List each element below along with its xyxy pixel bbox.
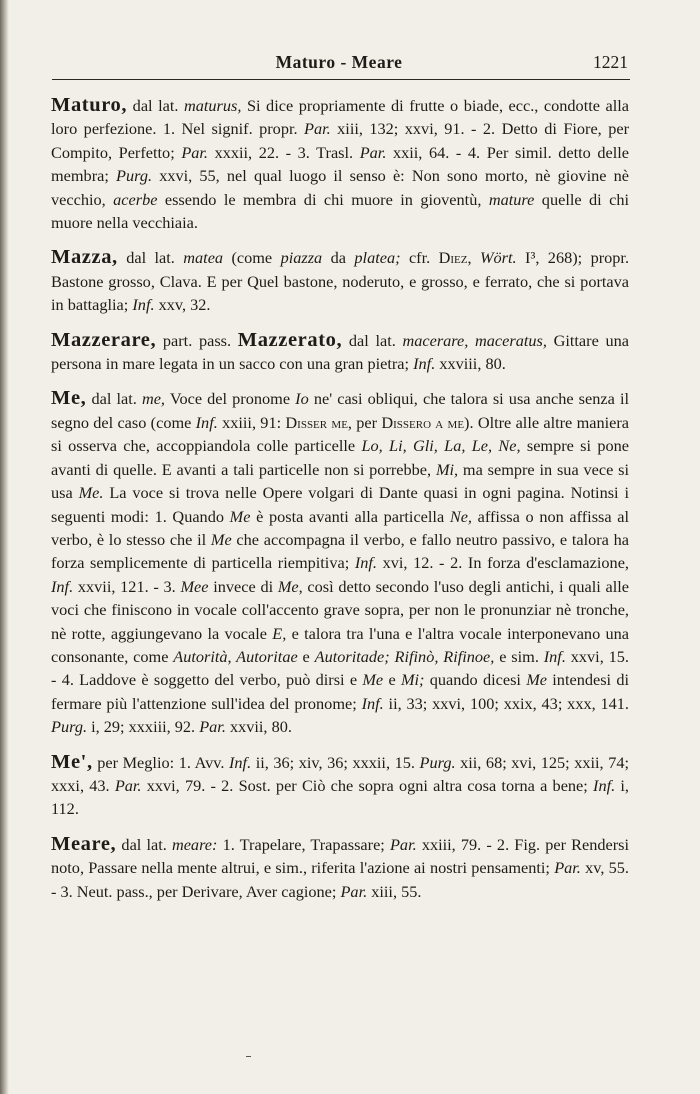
- text-run: xxvii, 121. - 3.: [73, 576, 181, 596]
- text-run: ne' casi obliqui, che talora si usa anche senza il segno del caso (come: [51, 389, 629, 432]
- italic-run: me,: [141, 389, 165, 409]
- italic-run: Purg.: [51, 717, 88, 737]
- italic-run: Par.: [389, 834, 417, 854]
- text-run: xxvi, 55, nel qual luogo il senso è: Non sono morto, nè giovine nè vecchio,: [51, 166, 629, 209]
- italic-run: Mi;: [400, 670, 425, 690]
- entry-body: [51, 832, 630, 901]
- entry-body: [51, 750, 629, 819]
- italic-run: Inf.: [51, 576, 74, 596]
- text-run: I³, 268); propr. Bastone grosso, Clava. E per Quel bastone, noderuto, e grosso, e ferrato, che si portava in battaglia;: [51, 248, 630, 315]
- italic-run: Inf.: [361, 693, 384, 713]
- smallcaps-run: Dissero a me: [381, 412, 465, 432]
- entry-mazzerare: [51, 329, 629, 376]
- entry-me: [51, 387, 629, 738]
- italic-run: Ne,: [449, 506, 472, 526]
- italic-run: acerbe: [113, 189, 158, 209]
- text-run: e: [383, 670, 401, 690]
- headword: Me',: [51, 750, 93, 773]
- text-run: sempre si pone avanti di quelle. E avanti a tali particelle non si porrebbe,: [51, 436, 629, 479]
- text-run: (come: [223, 248, 281, 268]
- italic-run: maturus,: [183, 96, 242, 115]
- italic-run: Par.: [181, 142, 208, 162]
- italic-run: macerare, maceratus,: [402, 330, 547, 350]
- dictionary-entries: [51, 94, 629, 915]
- italic-run: mature: [488, 189, 535, 209]
- running-header: [48, 52, 630, 80]
- italic-run: meare:: [171, 834, 218, 854]
- entry-maturo: [51, 94, 629, 234]
- italic-run: Par.: [340, 881, 368, 901]
- entry-meare: [51, 833, 629, 903]
- italic-run: Purg.: [419, 752, 456, 772]
- text-run: part. pass.: [162, 330, 238, 350]
- text-run: dal lat.: [342, 330, 403, 350]
- running-title: Maturo - Meare: [275, 52, 403, 72]
- text-run: intendesi di fermare più l'attenzione sull'idea del pronome;: [51, 670, 629, 713]
- text-run: xxviii, 80.: [435, 354, 506, 374]
- header-rule: [52, 79, 630, 80]
- inline-headword: Mazzerato,: [237, 328, 343, 351]
- italic-run: Inf.: [228, 752, 252, 772]
- entry-body: [51, 248, 629, 314]
- text-run: xiii, 55.: [367, 881, 422, 901]
- text-run: 1. Trapelare, Trapassare;: [217, 834, 390, 854]
- text-run: xxxii, 22. - 3. Trasl.: [208, 142, 360, 162]
- text-run: e sim.: [494, 646, 544, 666]
- entry-me-apostrophe: [51, 751, 629, 821]
- italic-run: Autoritade; Rifinò, Rifinoe,: [314, 646, 495, 666]
- text-run: xxvi, 79. - 2. Sost. per Ciò che sopra ogni altra cosa torna a bene;: [141, 775, 594, 795]
- text-run: xiii, 132; xxvi, 91. - 2. Detto di Fiore, per Compito, Perfetto;: [51, 119, 629, 162]
- italic-run: Me: [526, 670, 547, 690]
- text-run: i, 29; xxxiii, 92.: [87, 717, 200, 737]
- italic-run: Io: [295, 389, 309, 409]
- text-run: xvi, 12. - 2. In forza d'esclamazione,: [376, 553, 629, 573]
- text-run: Si dice propriamente di frutte o biade, ecc., condotte alla loro perfezione. 1. Nel signif. propr.: [51, 96, 629, 139]
- smallcaps-run: Disser me,: [285, 412, 352, 432]
- italic-run: E,: [272, 623, 287, 643]
- entry-mazza: [51, 246, 629, 316]
- text-run: Gittare una persona in mare legata in un sacco con una gran pietra;: [51, 330, 629, 374]
- text-run: ii, 36; xiv, 36; xxxii, 15.: [251, 752, 420, 772]
- text-run: xxii, 64. - 4. Per simil. detto delle membra;: [51, 142, 630, 186]
- text-run: per Meglio: 1. Avv.: [97, 752, 229, 772]
- italic-run: Me,: [277, 576, 303, 596]
- italic-run: Me: [362, 670, 384, 690]
- text-run: e: [297, 646, 315, 666]
- text-run: dal lat.: [91, 389, 142, 409]
- italic-run: Mee: [180, 576, 209, 596]
- text-run: è posta avanti alla particella: [250, 506, 450, 526]
- text-run: i, 112.: [51, 775, 629, 819]
- headword: Me,: [51, 387, 87, 410]
- headword: Maturo,: [51, 94, 128, 116]
- italic-run: Par.: [304, 119, 331, 139]
- headword: Mazza,: [51, 246, 118, 269]
- text-run: per: [351, 412, 382, 432]
- italic-run: piazza: [280, 248, 323, 268]
- text-run: La voce si trova nelle Opere volgari di Dante quasi in ogni pagina. Notinsi i seguenti modi: 1. Quando: [51, 483, 629, 526]
- text-run: xii, 68; xvi, 125; xxii, 74; xxxi, 43.: [51, 752, 629, 795]
- italic-run: Me: [229, 506, 251, 526]
- text-run: xxvii, 80.: [225, 717, 292, 737]
- text-run: che accompagna il verbo, e fallo neutro passivo, e talora ha forza semplicemente di particella riempitiva;: [51, 529, 629, 573]
- footer-mark: [246, 1056, 251, 1057]
- text-run: xxiii, 91:: [217, 412, 286, 432]
- text-run: xv, 55. - 3. Neut. pass., per Derivare, Aver cagione;: [51, 858, 629, 901]
- entry-body: [51, 389, 629, 736]
- entry-body: [51, 96, 629, 232]
- italic-run: Purg.: [116, 166, 153, 186]
- italic-run: Me: [210, 529, 232, 549]
- text-run: [472, 248, 480, 267]
- italic-run: Inf.: [132, 295, 155, 315]
- headword: Meare,: [51, 832, 117, 855]
- page-number: 1221: [593, 52, 628, 72]
- italic-run: Lo, Li, Gli, La, Le, Ne,: [361, 436, 521, 456]
- text-run: invece di: [208, 576, 278, 596]
- text-run: dal lat.: [126, 248, 184, 268]
- book-spine-shadow: [0, 0, 9, 1094]
- text-run: dal lat.: [121, 834, 172, 854]
- headword: Mazzerare,: [51, 328, 157, 351]
- italic-run: Inf.: [543, 646, 566, 666]
- italic-run: Mi,: [435, 459, 459, 479]
- italic-run: matea: [183, 248, 224, 268]
- italic-run: platea;: [354, 248, 401, 268]
- italic-run: Autorità, Autoritae: [173, 646, 298, 666]
- text-run: quelle di chi muore nella vecchiaia.: [51, 189, 630, 233]
- text-run: quando dicesi: [424, 670, 527, 690]
- italic-run: Wört.: [479, 248, 517, 268]
- text-run: Voce del pronome: [165, 389, 296, 409]
- text-run: affissa o non affissa al verbo, è lo stesso che il: [51, 506, 630, 549]
- italic-run: Par.: [359, 142, 387, 162]
- text-run: xxvi, 15. - 4. Laddove è soggetto del verbo, può dirsi e: [51, 646, 629, 690]
- text-run: ma sempre in sua vece si usa: [51, 459, 630, 503]
- text-run: così detto secondo l'uso degli antichi, i quali alle voci che finiscono in vocale coll'accento grave sopra, per non le pronunziar nè tronche, nè rotte, aggiungevano la vocale: [51, 576, 629, 643]
- text-run: xxiii, 79. - 2. Fig. per Rendersi noto, Passare nella mente altrui, e sim., riferita l'azione ai nostri pensamenti;: [51, 834, 630, 878]
- italic-run: Inf.: [593, 775, 616, 795]
- italic-run: Inf.: [354, 553, 377, 573]
- text-run: essendo le membra di chi muore in gioventù,: [157, 189, 489, 209]
- text-run: ). Oltre alle altre maniera si osserva che, accoppiandola colle particelle: [51, 412, 629, 456]
- text-run: da: [322, 248, 355, 268]
- smallcaps-run: Diez,: [438, 248, 472, 268]
- text-run: dal lat.: [132, 96, 184, 115]
- text-run: ii, 33; xxvi, 100; xxix, 43; xxx, 141.: [383, 693, 629, 713]
- italic-run: Inf.: [195, 412, 218, 432]
- italic-run: Par.: [114, 775, 142, 795]
- text-run: e talora tra l'una e l'altra vocale interponevano una consonante, come: [51, 623, 629, 666]
- text-run: xxv, 32.: [154, 295, 211, 315]
- italic-run: Par.: [554, 858, 581, 878]
- italic-run: Par.: [199, 717, 226, 737]
- text-run: cfr.: [400, 248, 439, 268]
- italic-run: Inf.: [413, 354, 436, 374]
- italic-run: Me.: [78, 483, 104, 503]
